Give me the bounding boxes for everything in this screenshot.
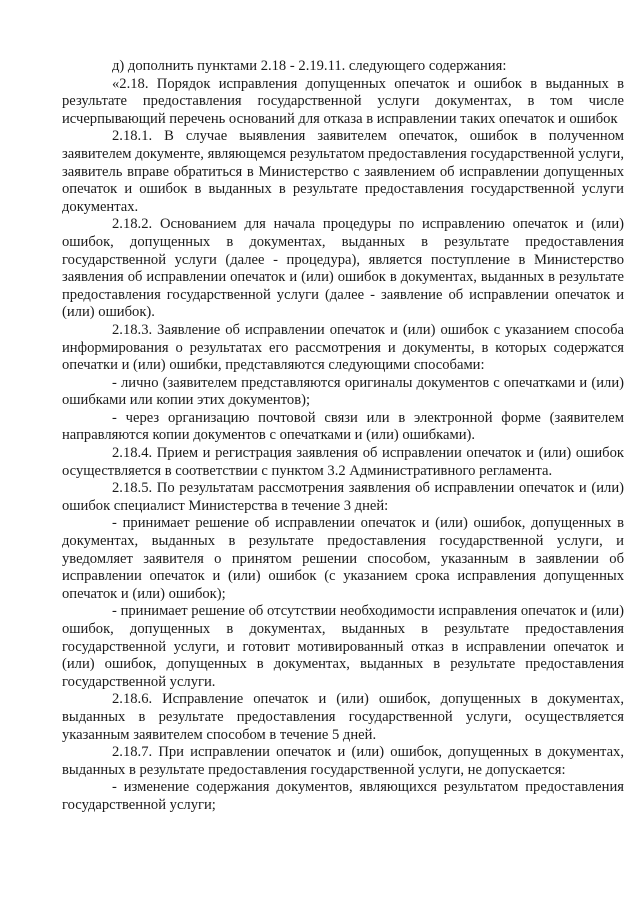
paragraph-2-18-7: 2.18.7. При исправлении опечаток и (или) ошибок, допущенных в документах, выданных в результате предоставления государственной услуги, не допускается: bbox=[62, 744, 624, 778]
paragraph-intro: д) дополнить пунктами 2.18 - 2.19.11. следующего содержания: bbox=[112, 58, 507, 74]
paragraph-decision-correct: - принимает решение об исправлении опечаток и (или) ошибок, допущенных в документах, выданных в результате предоставления государственной услуги, и уведомляет заявителя о принятом решении способом, указанным в заявлении об исправлении опечаток и (или) ошибок (с указанием срока исправления допущенных опечаток и (или) ошибок); bbox=[62, 515, 624, 602]
paragraph-2-18-6: 2.18.6. Исправление опечаток и (или) ошибок, допущенных в документах, выданных в результате предоставления государственной услуги, осуществляется указанным заявителем способом в течение 5 дней. bbox=[62, 691, 624, 743]
paragraph-decision-refuse: - принимает решение об отсутствии необходимости исправления опечаток и (или) ошибок, допущенных в документах, выданных в результате предоставления государственной услуги, и готовит мотивированный отказ в исправлении опечаток и (или) ошибок, допущенных в документах, выданных в результате предоставления государственной услуги. bbox=[62, 603, 624, 690]
paragraph-2-18-5: 2.18.5. По результатам рассмотрения заявления об исправлении опечаток и (или) ошибок специалист Министерства в течение 3 дней: bbox=[62, 480, 624, 514]
paragraph-2-18-1: 2.18.1. В случае выявления заявителем опечаток, ошибок в полученном заявителем документе, являющемся результатом предоставления государственной услуги, заявитель вправе обратиться в Министерство с заявлением об исправлении допущенных опечаток и ошибок в выданных в результате предоставления государственной услуги документах. bbox=[62, 128, 624, 215]
paragraph-2-18-2: 2.18.2. Основанием для начала процедуры по исправлению опечаток и (или) ошибок, допущенных в документах, выданных в результате предоставления государственной услуги (далее - процедура), является поступление в Министерство заявления об исправлении опечаток и (или) ошибок в документах, выданных в результате предоставления государственной услуги (далее - заявление об исправлении опечаток и (или) ошибок). bbox=[62, 216, 624, 321]
paragraph-2-18: «2.18. Порядок исправления допущенных опечаток и ошибок в выданных в результате предоставления государственной услуги документах, в том числе исчерпывающий перечень оснований для отказа в исправлении таких опечаток и ошибок bbox=[62, 75, 624, 127]
paragraph-personally: - лично (заявителем представляются оригиналы документов с опечатками и (или) ошибками или копии этих документов); bbox=[62, 374, 624, 409]
document-page bbox=[62, 58, 624, 815]
paragraph-change-content: - изменение содержания документов, являющихся результатом предоставления государственной услуги; bbox=[62, 779, 624, 813]
paragraph-2-18-4: 2.18.4. Прием и регистрация заявления об исправлении опечаток и (или) ошибок осуществляется в соответствии с пунктом 3.2 Административного регламента. bbox=[62, 445, 624, 479]
paragraph-2-18-3: 2.18.3. Заявление об исправлении опечаток и (или) ошибок с указанием способа информирования о результатах его рассмотрения и документы, в которых содержатся опечатки и (или) ошибки, представляются следующими способами: bbox=[62, 321, 624, 374]
paragraph-postal: - через организацию почтовой связи или в электронной форме (заявителем направляются копии документов с опечатками и (или) ошибками). bbox=[62, 409, 624, 444]
